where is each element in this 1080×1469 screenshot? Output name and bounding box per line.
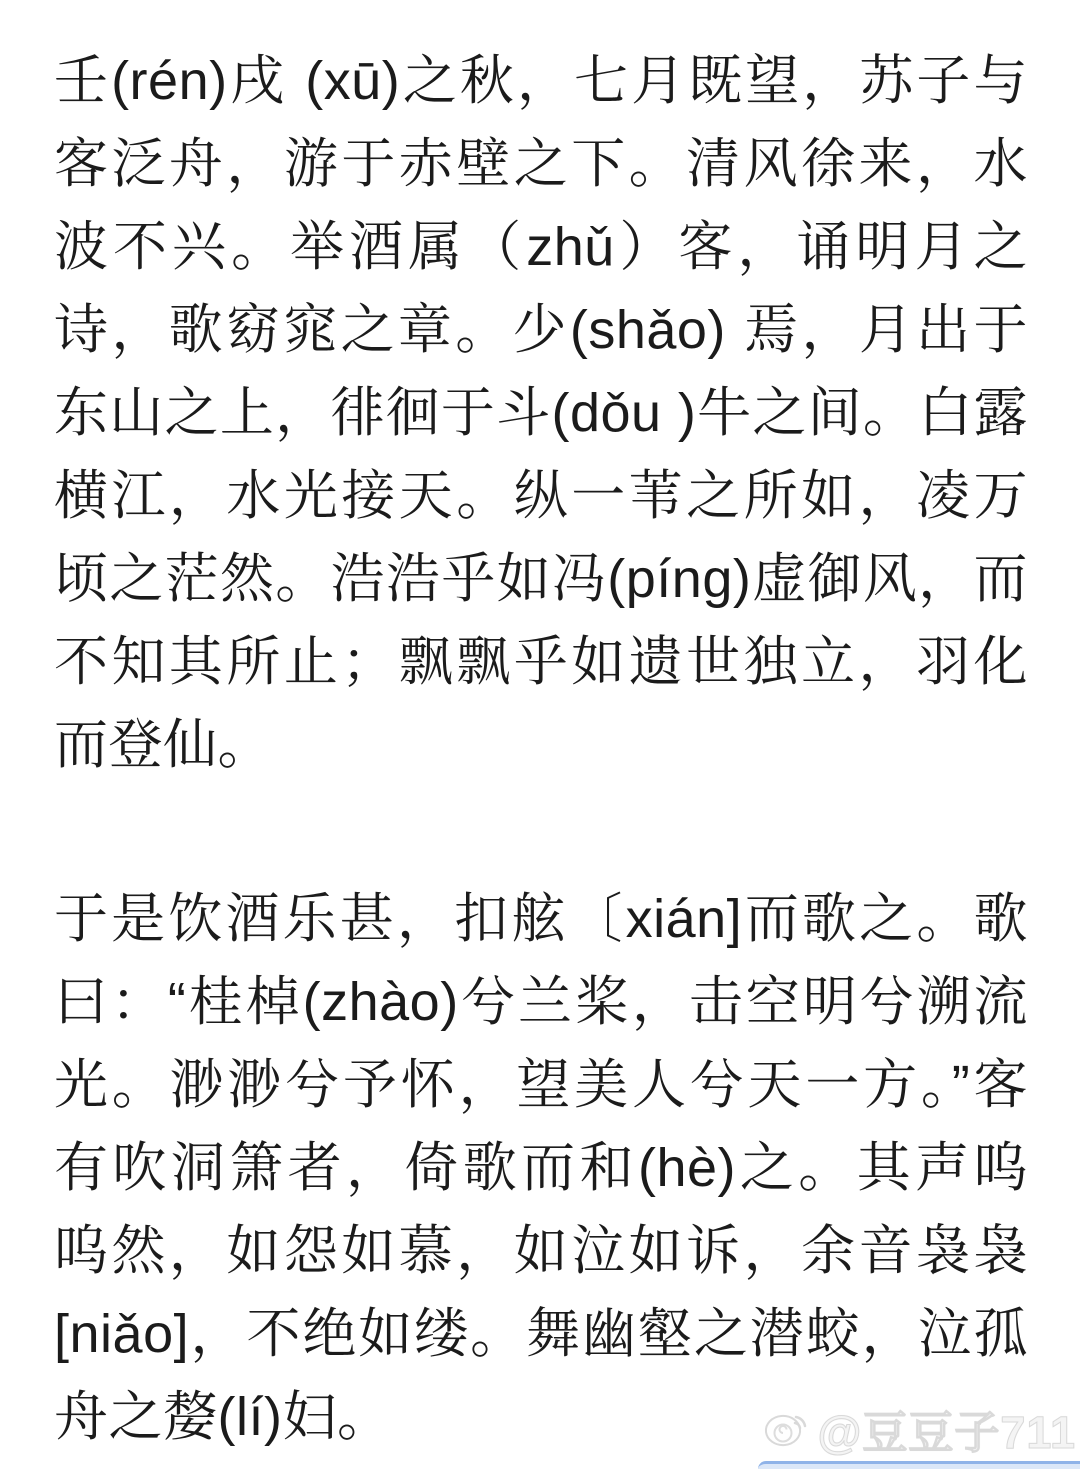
text-line: 横江，水光接天。纵一苇之所如，凌万 [54,466,1028,526]
article-text-block [54,40,1028,1459]
text-line: 而登仙。 [54,715,272,775]
paragraph-1 [54,40,1028,787]
text-line: 波不兴。举酒属（zhǔ）客，诵明月之 [54,217,1028,277]
text-line: 舟之嫠(lí)妇。 [54,1387,392,1447]
weibo-icon [760,1403,812,1455]
text-line: 于是饮酒乐甚，扣舷〔xián]而歌之。歌 [54,889,1028,949]
text-line: 光。渺渺兮予怀，望美人兮天一方。”客 [54,1055,1028,1115]
paragraph-2 [54,878,1028,1459]
text-line: 呜然，如怨如慕，如泣如诉，余音袅袅 [54,1221,1028,1281]
text-line: 顷之茫然。浩浩乎如冯(píng)虚御风，而 [54,549,1028,609]
text-line: 曰：“桂棹(zhào)兮兰桨，击空明兮溯流 [54,972,1028,1032]
text-line: 东山之上，徘徊于斗(dǒu )牛之间。白露 [54,383,1028,443]
text-line: 客泛舟，游于赤壁之下。清风徐来，水 [54,134,1028,194]
watermark [760,1396,1076,1461]
watermark-handle: @豆豆子711 [817,1407,1076,1458]
bottom-ui-strip [758,1461,1080,1469]
text-line: 不知其所止；飘飘乎如遗世独立，羽化 [54,632,1028,692]
text-line: 有吹洞箫者，倚歌而和(hè)之。其声呜 [54,1138,1028,1198]
text-line: 壬(rén)戌 (xū)之秋，七月既望，苏子与 [54,51,1028,111]
text-line: [niǎo]，不绝如缕。舞幽壑之潜蛟，泣孤 [54,1304,1028,1364]
text-line: 诗，歌窈窕之章。少(shǎo) 焉，月出于 [54,300,1028,360]
